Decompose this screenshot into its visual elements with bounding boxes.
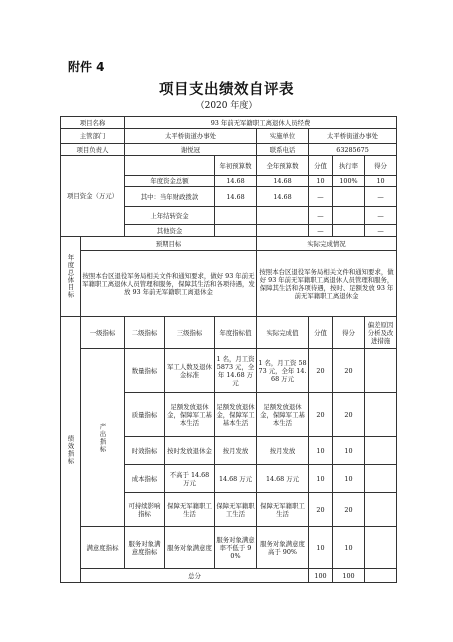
ind-note (365, 437, 397, 465)
ind-got: 20 (333, 393, 365, 437)
funds-cell: — (309, 207, 333, 225)
funds-cell: — (309, 225, 333, 237)
ind-header-level2: 二级指标 (125, 317, 165, 349)
ind-got: 20 (333, 493, 365, 527)
ind-level3: 按时发放退休金 (165, 437, 215, 465)
funds-label: 项目资金（万元） (61, 156, 125, 237)
funds-cell: — (365, 207, 397, 225)
ind-header-actual: 实际完成值 (257, 317, 309, 349)
funds-row-label: 其中：当年财政拨款 (125, 187, 215, 207)
funds-header-rate: 执行率 (333, 156, 365, 176)
dept-value: 太平桥街道办事处 (125, 129, 257, 144)
form-year: （2020 年度） (195, 101, 258, 111)
owner-label: 项目负责人 (61, 144, 125, 156)
funds-header-got: 得分 (365, 156, 397, 176)
ind-header-target: 年度指标值 (215, 317, 257, 349)
funds-cell (333, 225, 365, 237)
funds-cell (333, 187, 365, 207)
goals-actual-header: 实际完成情况 (257, 237, 397, 251)
ind-level3: 军工人数及退休金标准 (165, 349, 215, 393)
total-label: 总分 (81, 569, 309, 583)
indicators-label: 绩效指标 (61, 317, 81, 583)
ind-level3: 服务对象满意度 (165, 527, 215, 569)
ind-note (365, 465, 397, 493)
ind-actual: 服务对象满意度高于 90% (257, 527, 309, 569)
funds-cell: — (309, 187, 333, 207)
phone-value: 63285675 (309, 144, 397, 156)
impl-label: 实施单位 (257, 129, 309, 144)
ind-actual: 保障无军籍职工生活 (257, 493, 309, 527)
ind-header-score: 分值 (309, 317, 333, 349)
ind-target: 1 名，月工资 5873 元，全年 14.68 万元 (215, 349, 257, 393)
ind-actual: 按月发放 (257, 437, 309, 465)
funds-header-budget-full: 全年预算数 (257, 156, 309, 176)
ind-got: 10 (333, 527, 365, 569)
ind-note (365, 527, 397, 569)
attachment-label: 附件 4 (68, 60, 105, 74)
ind-actual: 1 名，月工资 5873 元，全年 14.68 万元 (257, 349, 309, 393)
ind-note (365, 393, 397, 437)
funds-cell: — (365, 187, 397, 207)
phone-label: 联系电话 (257, 144, 309, 156)
funds-cell (333, 207, 365, 225)
ind-header-level3: 三级指标 (165, 317, 215, 349)
ind-level2: 时效指标 (125, 437, 165, 465)
ind-score: 20 (309, 493, 333, 527)
goals-label: 年度总体目标 (61, 237, 81, 317)
form-title: 项目支出绩效自评表 (159, 82, 294, 98)
ind-target: 14.68 万元 (215, 465, 257, 493)
funds-cell (215, 225, 257, 237)
funds-cell: 14.68 (215, 176, 257, 187)
funds-cell: 10 (309, 176, 333, 187)
ind-header-level1: 一级指标 (81, 317, 125, 349)
goals-actual-text: 按照本台区退役军务局相关文件和通知要求，做好 93 年前无军籍职工离退休人员管理和服务，保障其生活和各项待遇，按时、足额发放 93 年前无军籍职工离退休金 (257, 251, 397, 317)
funds-row-label: 其他资金 (125, 225, 215, 237)
funds-cell (257, 225, 309, 237)
funds-cell: 100% (333, 176, 365, 187)
goals-expected-text: 按照本台区退役军务局相关文件和通知要求，做好 93 年前无军籍职工离退休人员管理和服务，保障其生活和各项待遇，发放 93 年前无军籍职工离退休金 (81, 251, 257, 317)
funds-cell: — (365, 225, 397, 237)
funds-cell: 14.68 (257, 176, 309, 187)
ind-level3: 足额发放退休金，保障军工基本生活 (165, 393, 215, 437)
ind-target: 按月发放 (215, 437, 257, 465)
owner-value: 谢悦冠 (125, 144, 257, 156)
ind-target: 服务对象满意率不低于 90% (215, 527, 257, 569)
impl-value: 太平桥街道办事处 (309, 129, 397, 144)
self-evaluation-table (60, 116, 397, 583)
ind-actual: 14.68 万元 (257, 465, 309, 493)
satisfaction-indicators-label: 满意度指标 (81, 527, 125, 569)
funds-cell: 14.68 (215, 187, 257, 207)
ind-level2: 成本指标 (125, 465, 165, 493)
ind-level3: 不高于 14.68 万元 (165, 465, 215, 493)
ind-target: 保障无军籍职工生活 (215, 493, 257, 527)
output-indicators-label: 产出指标 (81, 349, 125, 527)
ind-got: 20 (333, 349, 365, 393)
ind-score: 20 (309, 393, 333, 437)
ind-got: 10 (333, 465, 365, 493)
ind-got: 10 (333, 437, 365, 465)
ind-level2: 数量指标 (125, 349, 165, 393)
total-got: 100 (333, 569, 365, 583)
ind-note (365, 493, 397, 527)
funds-header-blank (125, 156, 215, 176)
ind-actual: 足额发放退休金，保障军工基本生活 (257, 393, 309, 437)
ind-level2: 质量指标 (125, 393, 165, 437)
ind-score: 10 (309, 527, 333, 569)
dept-label: 主管部门 (61, 129, 125, 144)
ind-level3: 保障无军籍职工生活 (165, 493, 215, 527)
funds-cell (215, 207, 257, 225)
project-name-value: 93 年前无军籍职工离退休人员经费 (125, 117, 397, 129)
ind-header-note: 偏差原因分析及改进措施 (365, 317, 397, 349)
funds-row-label: 上年结转资金 (125, 207, 215, 225)
ind-note (365, 349, 397, 393)
total-score: 100 (309, 569, 333, 583)
project-name-label: 项目名称 (61, 117, 125, 129)
ind-score: 20 (309, 349, 333, 393)
funds-header-budget-init: 年初预算数 (215, 156, 257, 176)
funds-cell: 10 (365, 176, 397, 187)
ind-level2: 服务对象满意度指标 (125, 527, 165, 569)
funds-header-score: 分值 (309, 156, 333, 176)
ind-target: 足额发放退休金，保障军工基本生活 (215, 393, 257, 437)
goals-expected-header: 预期目标 (81, 237, 257, 251)
funds-row-label: 年度资金总额 (125, 176, 215, 187)
total-note (365, 569, 397, 583)
ind-level2: 可持续影响指标 (125, 493, 165, 527)
ind-header-got: 得分 (333, 317, 365, 349)
ind-score: 10 (309, 437, 333, 465)
funds-cell: 14.68 (257, 187, 309, 207)
funds-cell (257, 207, 309, 225)
ind-score: 10 (309, 465, 333, 493)
